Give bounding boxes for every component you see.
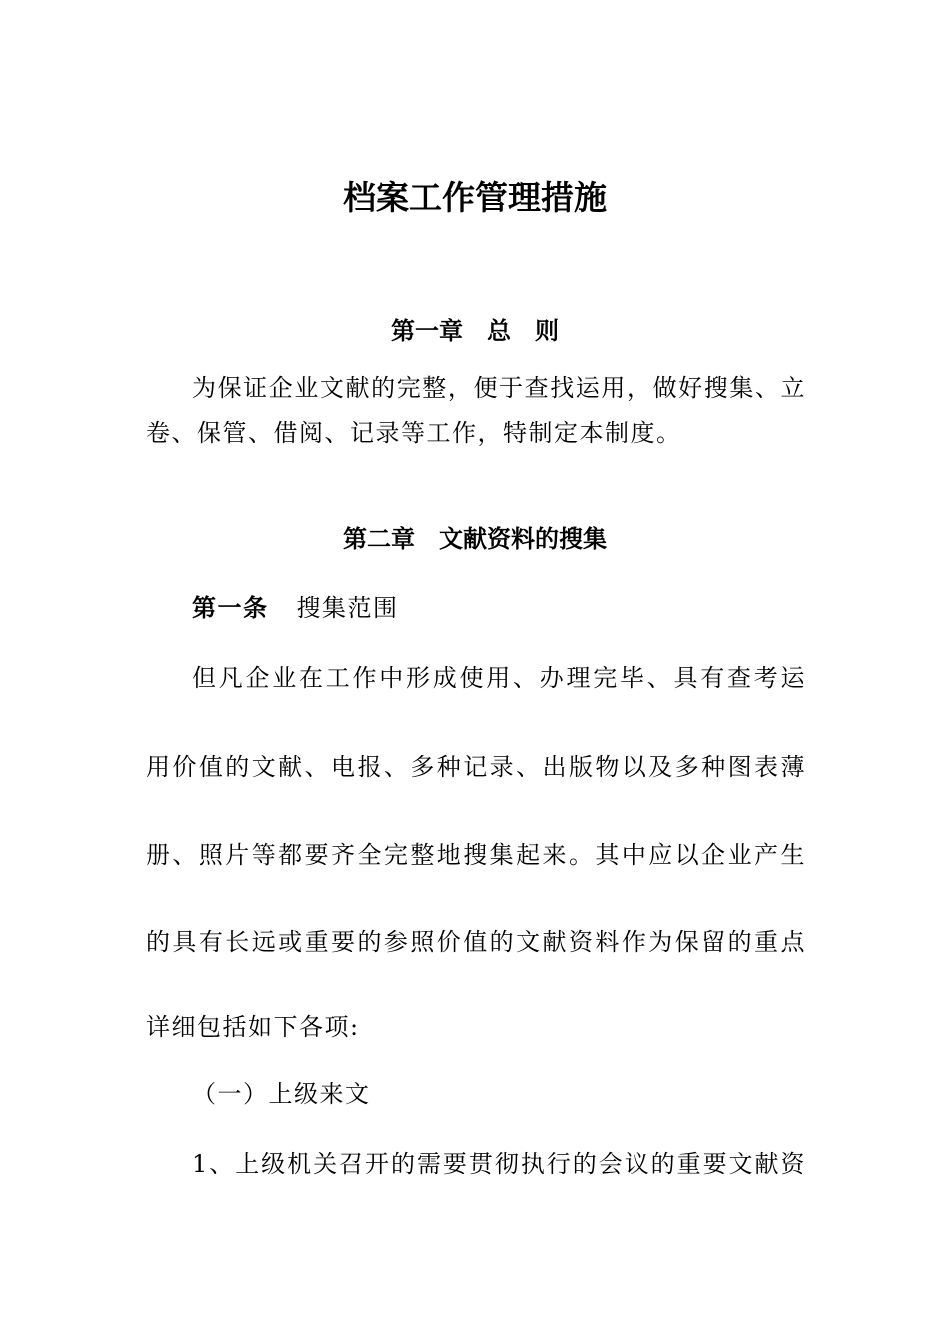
article-1-paragraph-line-1 (192, 663, 806, 693)
item-heading-superior-documents: （一）上级来文 (192, 1080, 371, 1108)
article-1-paragraph-text-3: 册、照片等都要齐全完整地搜集起来。其中应以企业产生 (146, 841, 806, 869)
chapter-2-heading: 第二章 文献资料的搜集 (343, 525, 607, 553)
item-1-line (192, 1149, 806, 1179)
chapter-1-heading: 第一章 总 则 (391, 317, 559, 345)
chapter-1-paragraph-text-1: 为保证企业文献的完整，便于查找运用，做好搜集、立 (192, 374, 806, 402)
article-1-paragraph-text-4: 的具有长远或重要的参照价值的文献资料作为保留的重点 (146, 928, 806, 956)
article-1-title: 搜集范围 (296, 594, 399, 622)
article-1-label: 第一条 (192, 594, 269, 622)
chapter-1-paragraph-line-1 (192, 373, 806, 403)
document-title: 档案工作管理措施 (343, 178, 607, 217)
article-1-paragraph-line-4 (146, 927, 806, 957)
chapter-1-paragraph-line-2: 卷、保管、借阅、记录等工作，特制定本制度。 (146, 419, 682, 447)
article-1-heading (192, 593, 852, 623)
article-1-paragraph-line-3 (146, 840, 806, 870)
item-1-text: 1、上级机关召开的需要贯彻执行的会议的重要文献资 (192, 1150, 806, 1178)
article-1-paragraph-text-2: 用价值的文献、电报、多种记录、出版物以及多种图表薄 (146, 753, 806, 781)
article-1-paragraph-line-2 (146, 752, 806, 782)
article-1-paragraph-line-5: 详细包括如下各项: (146, 1013, 360, 1041)
article-1-paragraph-text-1: 但凡企业在工作中形成使用、办理完毕、具有查考运 (192, 664, 806, 692)
